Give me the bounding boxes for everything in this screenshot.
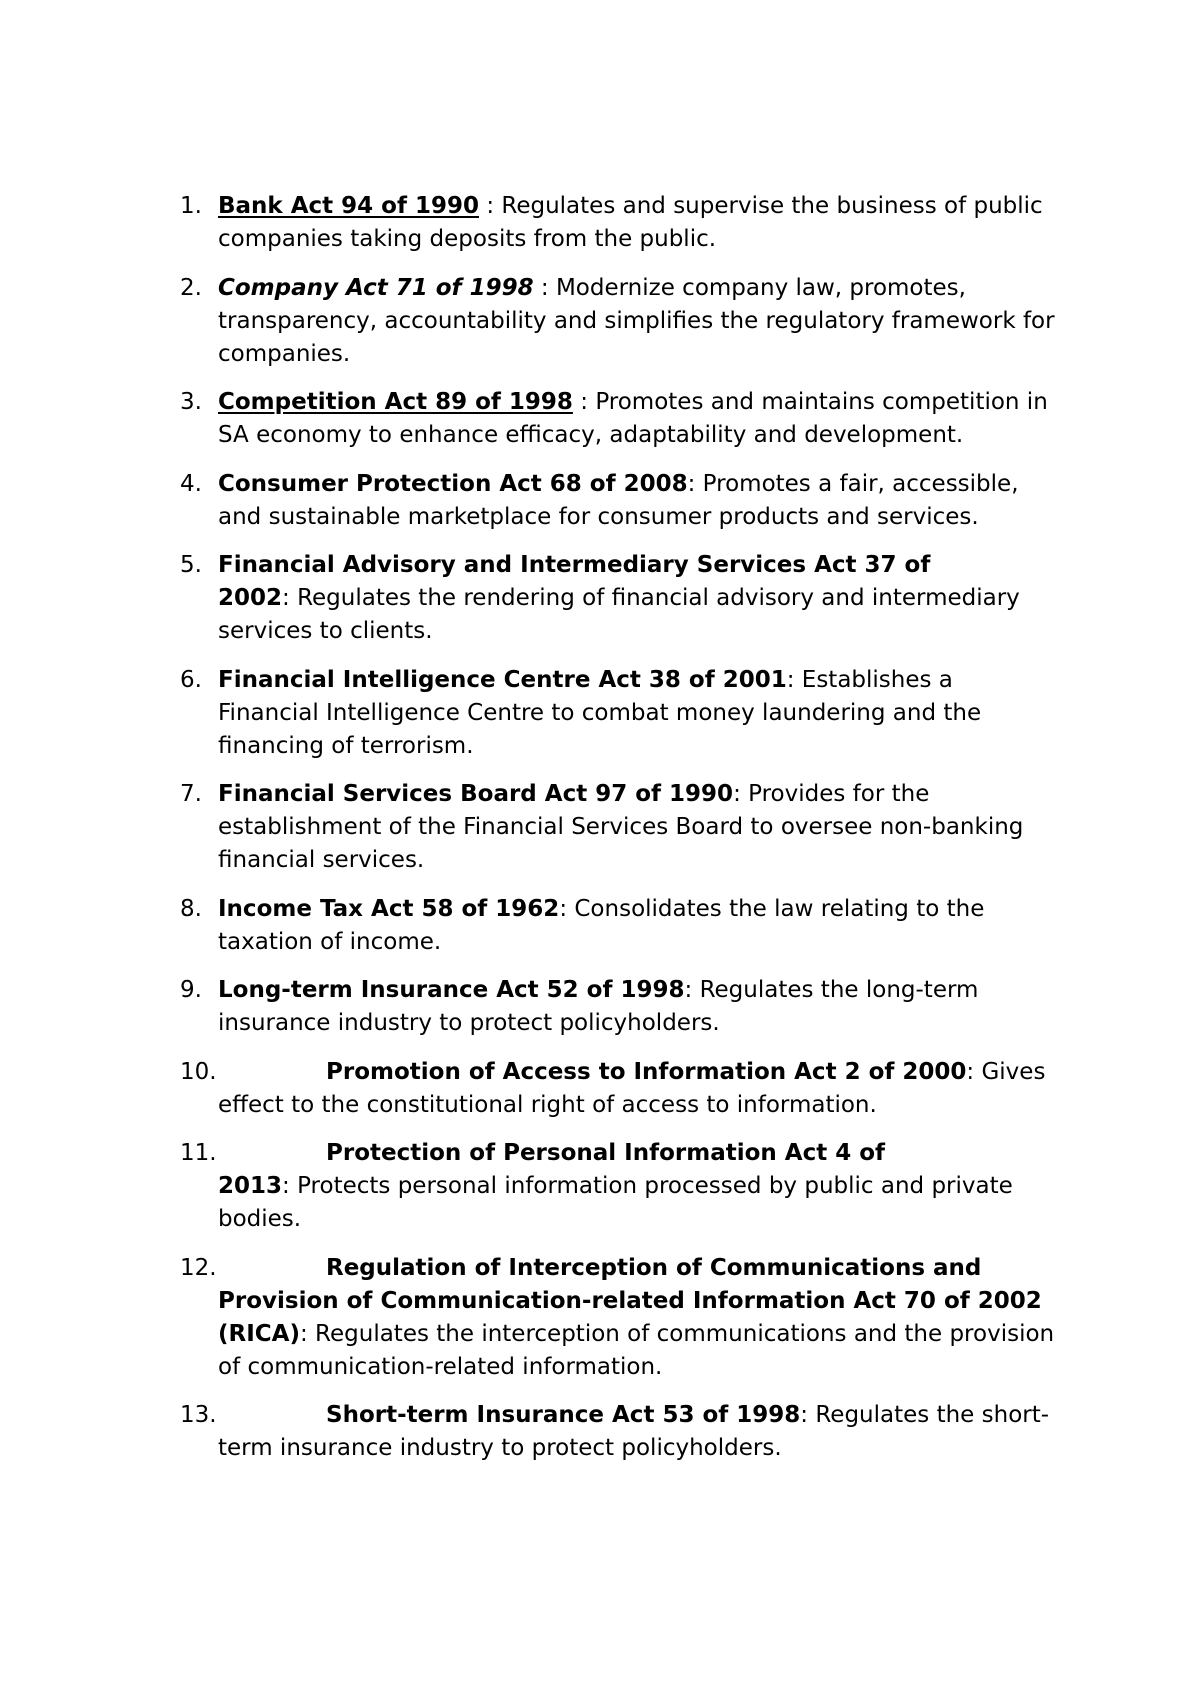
act-description: Promotes a fair, accessible, and sustainable marketplace for consumer products and services. bbox=[218, 470, 1019, 530]
list-item-income-tax-act bbox=[180, 893, 1060, 959]
list-number: 11. bbox=[180, 1140, 217, 1166]
separator: : bbox=[786, 666, 802, 693]
list-number: 6. bbox=[180, 666, 202, 693]
act-description: Regulates and supervise the business of public companies taking deposits from the public. bbox=[218, 193, 1043, 252]
separator: : bbox=[687, 470, 703, 497]
act-name: Financial Intelligence Centre Act 38 of 2001 bbox=[218, 666, 787, 693]
acts-list bbox=[180, 190, 1060, 1481]
list-number: 12. bbox=[180, 1254, 217, 1281]
list-number: 10. bbox=[180, 1058, 217, 1085]
act-description: Provides for the establishment of the Financial Services Board to oversee non-banking financial services. bbox=[218, 781, 1024, 873]
separator: : bbox=[559, 895, 575, 922]
separator: : bbox=[572, 389, 596, 415]
act-description: Regulates the long-term insurance industry to protect policyholders. bbox=[218, 977, 979, 1036]
list-item-long-term-insurance-act bbox=[180, 974, 1060, 1040]
act-description: Regulates the interception of communications and the provision of communication-related information. bbox=[218, 1320, 1055, 1380]
separator: : bbox=[533, 274, 556, 301]
act-name: Regulation of Interception of Communications and Provision of Communication-related Information Act 70 of 2002 (RICA) bbox=[218, 1254, 1042, 1347]
list-number: 4. bbox=[180, 470, 202, 497]
act-name: Promotion of Access to Information Act 2 of 2000 bbox=[326, 1058, 967, 1085]
list-number: 9. bbox=[180, 977, 202, 1003]
act-name: Competition Act 89 of 1998 bbox=[218, 389, 573, 415]
act-description: Consolidates the law relating to the taxation of income. bbox=[218, 895, 985, 955]
list-item-short-term-insurance-act bbox=[180, 1399, 1060, 1465]
act-name: Long-term Insurance Act 52 of 1998 bbox=[218, 977, 685, 1003]
list-item-fica-act bbox=[180, 664, 1060, 763]
act-name: Bank Act 94 of 1990 bbox=[218, 193, 480, 219]
list-number: 5. bbox=[180, 552, 202, 578]
separator: : bbox=[733, 781, 749, 807]
act-description: Protects personal information processed by public and private bodies. bbox=[218, 1173, 1013, 1232]
list-item-fais-act bbox=[180, 549, 1060, 648]
act-name: Protection of Personal Information Act 4 of 2013 bbox=[218, 1140, 886, 1199]
separator: : bbox=[966, 1058, 982, 1085]
act-name: Financial Services Board Act 97 of 1990 bbox=[218, 781, 734, 807]
separator: : bbox=[684, 977, 700, 1003]
separator: : bbox=[800, 1402, 816, 1428]
act-name: Company Act 71 of 1998 bbox=[218, 274, 534, 301]
list-item-bank-act bbox=[180, 190, 1060, 256]
list-number: 1. bbox=[180, 193, 202, 219]
act-description: Regulates the rendering of financial advisory and intermediary services to clients. bbox=[218, 585, 1020, 644]
list-number: 8. bbox=[180, 895, 202, 922]
list-item-competition-act bbox=[180, 386, 1060, 452]
act-description: Regulates the short-term insurance industry to protect policyholders. bbox=[218, 1402, 1050, 1461]
act-name: Financial Advisory and Intermediary Services Act 37 of 2002 bbox=[218, 552, 931, 611]
list-number: 3. bbox=[180, 389, 202, 415]
separator: : bbox=[479, 193, 502, 219]
list-number: 13. bbox=[180, 1402, 217, 1428]
act-description: Modernize company law, promotes, transparency, accountability and simplifies the regulatory framework for companies. bbox=[218, 274, 1055, 367]
list-item-fsb-act bbox=[180, 778, 1060, 877]
act-description: Gives effect to the constitutional right of access to information. bbox=[218, 1058, 1046, 1118]
list-item-company-act bbox=[180, 272, 1060, 371]
separator: : bbox=[282, 585, 298, 611]
list-item-rica-act bbox=[180, 1252, 1060, 1384]
list-number: 7. bbox=[180, 781, 202, 807]
act-name: Income Tax Act 58 of 1962 bbox=[218, 895, 560, 922]
act-description: Promotes and maintains competition in SA economy to enhance efficacy, adaptability and development. bbox=[218, 389, 1048, 448]
act-name: Short-term Insurance Act 53 of 1998 bbox=[326, 1402, 801, 1428]
list-item-consumer-protection-act bbox=[180, 468, 1060, 534]
list-number: 2. bbox=[180, 274, 202, 301]
list-item-popia-act bbox=[180, 1137, 1060, 1236]
separator: : bbox=[299, 1320, 316, 1347]
act-description: Establishes a Financial Intelligence Centre to combat money laundering and the financing of terrorism. bbox=[218, 666, 982, 759]
list-item-paia-act bbox=[180, 1056, 1060, 1122]
act-name: Consumer Protection Act 68 of 2008 bbox=[218, 470, 688, 497]
separator: : bbox=[282, 1173, 298, 1199]
